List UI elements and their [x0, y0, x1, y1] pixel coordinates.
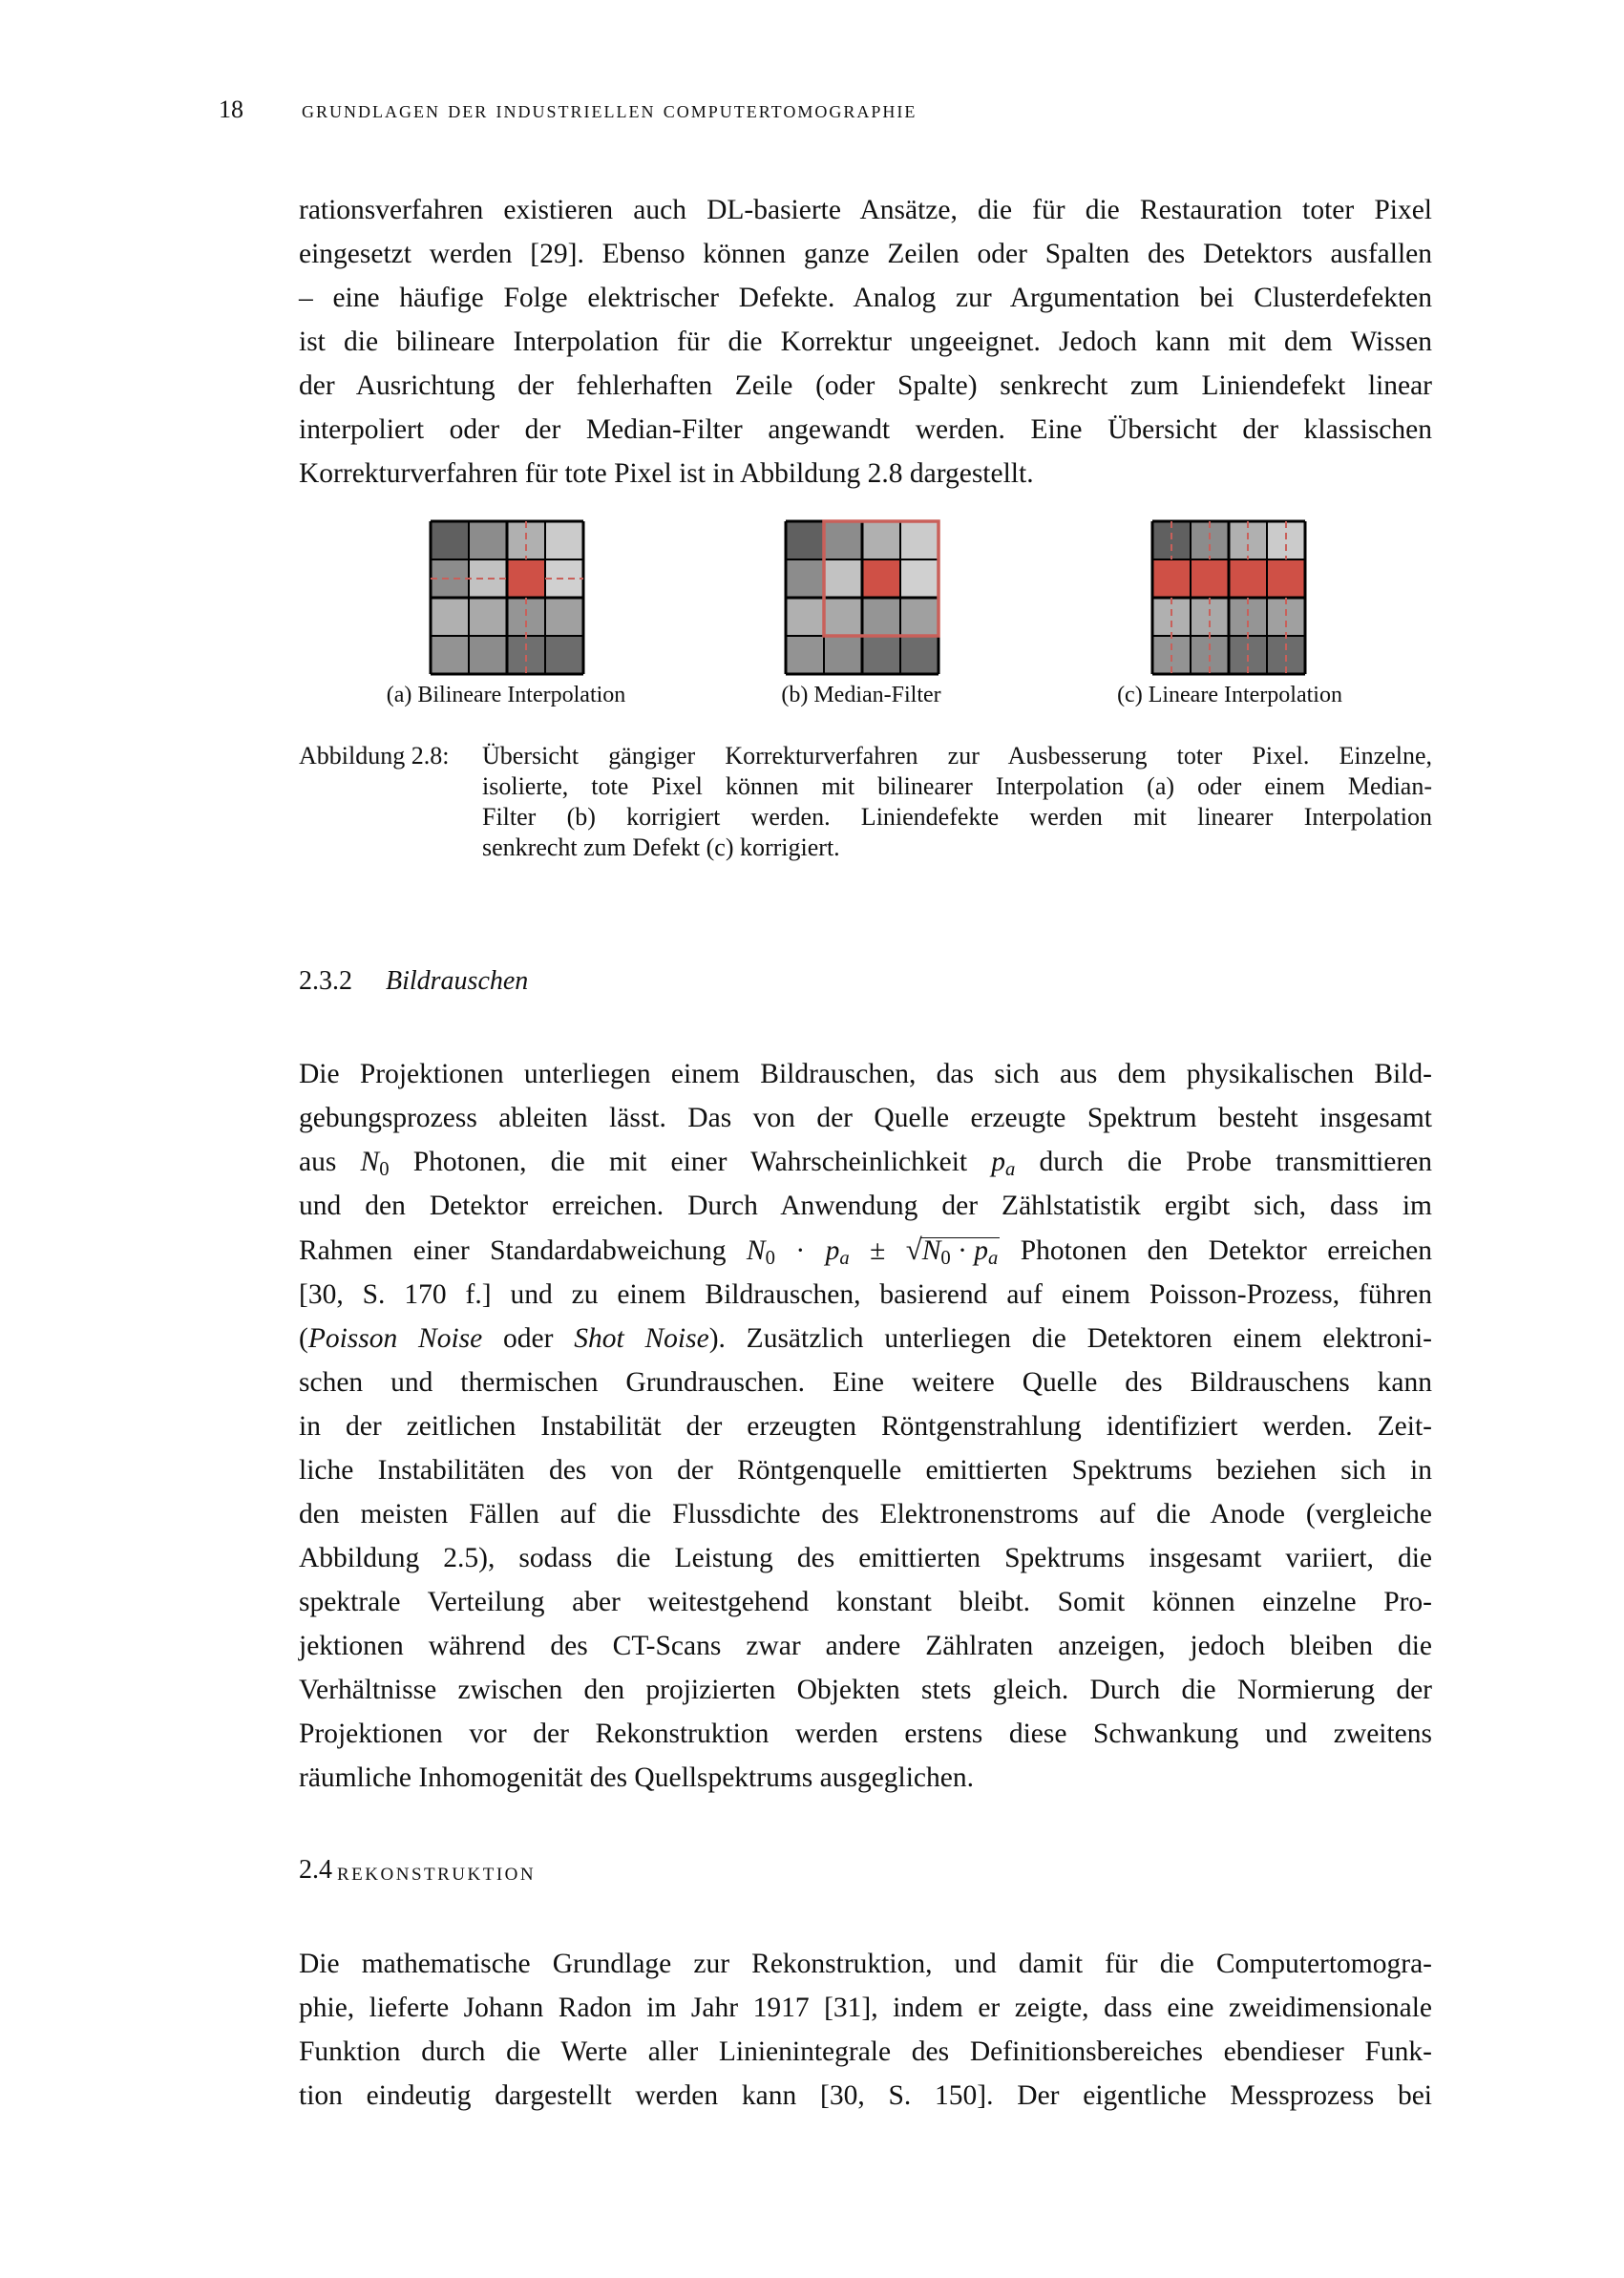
page-number: 18 [219, 95, 243, 123]
pixel-cell [900, 598, 939, 636]
text-line: eingesetzt werden [29]. Ebenso können ganze Zeilen oder Spalten des Detektors ausfallen [299, 239, 1432, 269]
pixel-cell [431, 598, 469, 636]
pixel-grid-linear [1149, 518, 1308, 677]
pixel-cell [469, 598, 507, 636]
pixel-cell [786, 521, 824, 559]
text-line: senkrecht zum Defekt (c) korrigiert. [482, 833, 840, 861]
subfigure-caption-b: (b) Median-Filter [781, 683, 941, 707]
text-fragment: aus [299, 1147, 361, 1177]
text-line: räumliche Inhomogenität des Quellspektrums ausgeglichen. [299, 1762, 974, 1793]
dead-pixel [1152, 559, 1191, 598]
subfigure-caption-c: (c) Lineare Interpolation [1117, 683, 1342, 707]
pixel-cell [786, 598, 824, 636]
text-line: der Ausrichtung der fehlerhaften Zeile (oder Spalte) senkrecht zum Liniendefekt linear [299, 370, 1432, 401]
text-fragment: ). Zusätzlich unterliegen die Detektoren einem elektroni- [708, 1323, 1433, 1354]
dead-pixel [862, 559, 900, 598]
sqrt-sign-icon: √ [905, 1233, 922, 1266]
subfigure-b-median [783, 518, 941, 682]
text-line: isolierte, tote Pixel können mit bilinearer Interpolation (a) oder einem Median- [482, 772, 1432, 800]
term-poisson-noise: Poisson Noise [307, 1323, 483, 1354]
text-fragment: Photonen, die mit einer Wahrscheinlichkeit [389, 1147, 992, 1177]
text-line: tion eindeutig dargestellt werden kann [30, S. 150]. Der eigentliche Messprozess bei [299, 2080, 1432, 2111]
subfigure-c-linear [1149, 518, 1308, 682]
text-fragment: ( [299, 1323, 308, 1354]
text-line: ist die bilineare Interpolation für die Korrektur ungeeignet. Jedoch kann mit dem Wissen [299, 327, 1432, 357]
dead-pixel [1267, 559, 1305, 598]
math-p: p [991, 1147, 1006, 1177]
sqrt-radicand [920, 1235, 1001, 1270]
pixel-grid-bilinear [428, 518, 586, 677]
dead-pixel [1229, 559, 1267, 598]
math-N: N [360, 1147, 380, 1177]
pixel-cell [786, 559, 824, 598]
pixel-grid-median [783, 518, 941, 677]
math-subscript: a [1005, 1159, 1016, 1181]
text-line: den meisten Fällen auf die Flussdichte des Elektronenstroms auf die Anode (vergleiche [299, 1499, 1432, 1529]
section-number: 2.4 [299, 1855, 332, 1885]
pixel-cell [862, 521, 900, 559]
figure-caption-text [482, 741, 1432, 863]
text-line: rationsverfahren existieren auch DL-basierte Ansätze, die für die Restauration toter Pixel [299, 195, 1432, 225]
subsection-number: 2.3.2 [299, 966, 352, 996]
math-p: p [825, 1235, 840, 1266]
text-line: spektrale Verteilung aber weitestgehend konstant bleibt. Somit können einzelne Pro- [299, 1587, 1432, 1617]
text-line: [30, S. 170 f.] und zu einem Bildrauschen, basierend auf einem Poisson-Prozess, führen [299, 1279, 1432, 1310]
text-line: Projektionen vor der Rekonstruktion werden erstens diese Schwankung und zweitens [299, 1719, 1432, 1749]
text-line [299, 1317, 1432, 1360]
math-plusminus: ± [849, 1235, 906, 1266]
pixel-cell [824, 598, 862, 636]
math-p: p [974, 1235, 989, 1266]
text-line: Filter (b) korrigiert werden. Liniendefekte werden mit linearer Interpolation [482, 803, 1432, 831]
pixel-cell [431, 521, 469, 559]
math-dot: · [774, 1235, 826, 1266]
text-line: interpoliert oder der Median-Filter angewandt werden. Eine Übersicht der klassischen [299, 414, 1432, 445]
text-line: Abbildung 2.5), sodass die Leistung des emittierten Spektrums insgesamt variiert, die [299, 1543, 1432, 1573]
pixel-cell [900, 559, 939, 598]
pixel-cell [824, 636, 862, 674]
subsection-title: Bildrauschen [386, 966, 529, 996]
paragraph-bildrauschen [299, 1052, 1432, 1800]
formula-std-dev [746, 1233, 1000, 1270]
pixel-cell [786, 636, 824, 674]
pixel-cell [862, 636, 900, 674]
text-fragment: Photonen den Detektor erreichen [1000, 1235, 1432, 1266]
math-dot: · [950, 1235, 975, 1266]
section-title: rekonstruktion [337, 1857, 537, 1886]
dead-pixel [1191, 559, 1229, 598]
pixel-cell [900, 636, 939, 674]
text-line: Die Projektionen unterliegen einem Bildrauschen, das sich aus dem physikalischen Bild- [299, 1059, 1432, 1089]
paragraph-rekonstruktion [299, 1942, 1432, 2118]
math-subscript: 0 [940, 1248, 951, 1270]
text-line [299, 1140, 1432, 1184]
text-line: in der zeitlichen Instabilität der erzeugten Röntgenstrahlung identifiziert werden. Zeit- [299, 1411, 1432, 1442]
math-N: N [746, 1235, 766, 1266]
figure-2-8 [0, 518, 1624, 709]
pixel-cell [469, 636, 507, 674]
text-fragment: Rahmen einer Standardabweichung [299, 1235, 747, 1266]
pixel-cell [824, 521, 862, 559]
text-line: Übersicht gängiger Korrekturverfahren zur Ausbesserung toter Pixel. Einzelne, [482, 742, 1432, 770]
pixel-cell [545, 636, 583, 674]
text-line: gebungsprozess ableiten lässt. Das von der Quelle erzeugte Spektrum besteht insgesamt [299, 1103, 1432, 1133]
text-line: Verhältnisse zwischen den projizierten Objekten stets gleich. Durch die Normierung der [299, 1675, 1432, 1705]
figure-caption-label: Abbildung 2.8: [299, 742, 450, 770]
pixel-cell [900, 521, 939, 559]
pixel-cell [431, 636, 469, 674]
text-line: schen und thermischen Grundrauschen. Eine weitere Quelle des Bildrauschens kann [299, 1367, 1432, 1398]
subfigure-caption-a: (a) Bilineare Interpolation [386, 683, 626, 707]
paragraph-bildrauschen-rest [299, 1360, 1432, 1800]
subfigure-a-bilinear [428, 518, 586, 682]
math-subscript: a [988, 1248, 999, 1270]
text-line: jektionen während des CT-Scans zwar andere Zählraten anzeigen, jedoch bleiben die [299, 1631, 1432, 1661]
text-line: Die mathematische Grundlage zur Rekonstruktion, und damit für die Computertomogra- [299, 1949, 1432, 1979]
paragraph-continuation [299, 188, 1432, 496]
pixel-cell [469, 521, 507, 559]
pixel-cell [545, 598, 583, 636]
math-subscript: a [839, 1248, 850, 1270]
text-fragment: oder [482, 1323, 575, 1354]
pixel-cell [862, 598, 900, 636]
text-line: liche Instabilitäten des von der Röntgenquelle emittierten Spektrums beziehen sich in [299, 1455, 1432, 1486]
text-line: und den Detektor erreichen. Durch Anwendung der Zählstatistik ergibt sich, dass im [299, 1191, 1432, 1221]
text-line: – eine häufige Folge elektrischer Defekte. Analog zur Argumentation bei Clusterdefekten [299, 283, 1432, 313]
text-line: Korrekturverfahren für tote Pixel ist in Abbildung 2.8 dargestellt. [299, 458, 1034, 489]
dead-pixel [507, 559, 545, 598]
math-subscript: 0 [765, 1248, 775, 1270]
pixel-cell [824, 559, 862, 598]
running-title: grundlagen der industriellen computertomographie [302, 97, 917, 123]
pixel-cell [545, 521, 583, 559]
math-N: N [921, 1235, 941, 1266]
text-fragment: durch die Probe transmittieren [1015, 1147, 1432, 1177]
text-line [299, 1228, 1432, 1273]
math-subscript: 0 [379, 1159, 390, 1181]
text-line: Funktion durch die Werte aller Linienintegrale des Definitionsbereiches ebendieser Funk- [299, 2036, 1432, 2067]
text-line: phie, lieferte Johann Radon im Jahr 1917 [31], indem er zeigte, dass eine zweidimensionale [299, 1993, 1432, 2023]
term-shot-noise: Shot Noise [574, 1323, 709, 1354]
